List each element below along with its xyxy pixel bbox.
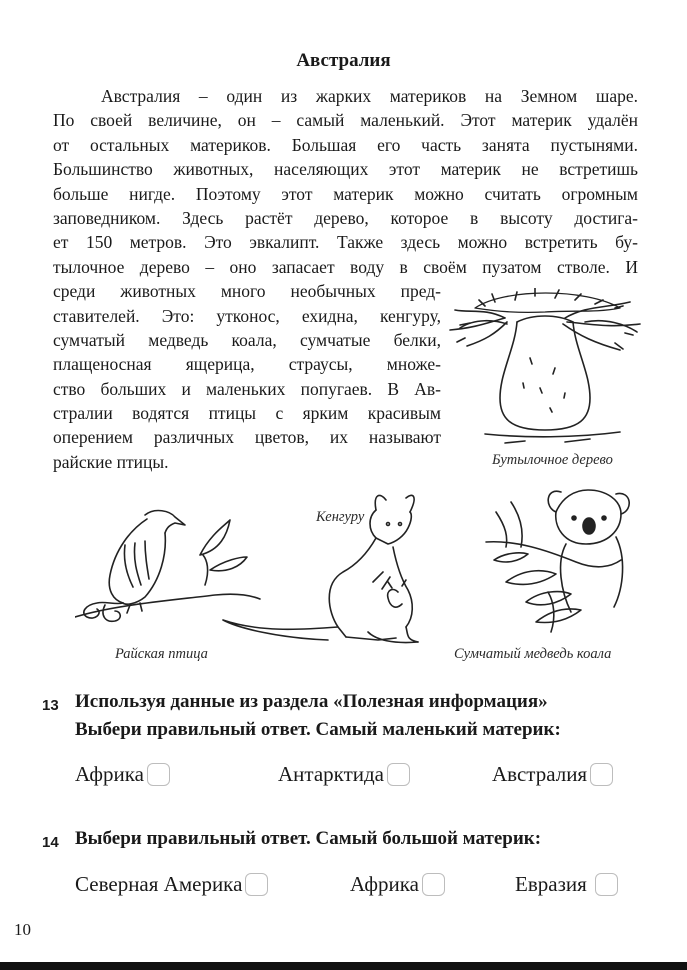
question-13-text-line-1: Используя данные из раздела «Полезная информация»: [75, 691, 548, 712]
q14-option-africa[interactable]: [350, 872, 445, 897]
paragraph-line: райские птицы.: [53, 451, 169, 472]
option-label: Евразия: [515, 872, 587, 896]
q13-option-australia[interactable]: [492, 762, 613, 787]
bottle-tree-illustration: [445, 288, 645, 453]
checkbox[interactable]: [590, 763, 613, 786]
q13-option-antarctica[interactable]: [278, 762, 410, 787]
paragraph-line: оперением различных цветов, их называют: [53, 427, 441, 448]
paragraph-line: Австралия – один из жарких материков на Земном шаре.: [101, 86, 638, 106]
q14-option-north-america[interactable]: [75, 872, 268, 897]
option-label: Африка: [75, 762, 144, 786]
q13-option-africa[interactable]: [75, 762, 170, 787]
koala-illustration: [466, 482, 646, 640]
option-label: Африка: [350, 872, 419, 896]
paragraph-line: ет 150 метров. Это эвкалипт. Также здесь можно встретить бу-: [53, 232, 638, 253]
bottle-tree-caption: Бутылочное дерево: [492, 452, 613, 468]
checkbox[interactable]: [245, 873, 268, 896]
koala-caption: Сумчатый медведь коала: [454, 646, 612, 662]
option-label: Северная Америка: [75, 872, 243, 896]
page-title: Австралия: [296, 50, 391, 71]
paragraph-line: тылочное дерево – оно запасает воду в своём пузатом стволе. И: [53, 256, 638, 277]
bird-caption: Райская птица: [115, 646, 208, 662]
question-13-number: 13: [42, 697, 59, 714]
paragraph-line: ство больших и маленьких попугаев. В Ав-: [53, 378, 441, 399]
checkbox[interactable]: [422, 873, 445, 896]
checkbox[interactable]: [147, 763, 170, 786]
paragraph-line: плащеносная ящерица, страусы, множе-: [53, 354, 441, 375]
page-number: 10: [14, 920, 31, 939]
kangaroo-caption: Кенгуру: [316, 509, 365, 525]
q14-option-eurasia[interactable]: [515, 872, 618, 897]
paragraph-line: от остальных материков. Большая его часть занята пустынями.: [53, 134, 638, 155]
paragraph-line: стралии водятся птицы с ярким красивым: [53, 403, 441, 424]
question-14-number: 14: [42, 834, 59, 851]
bottom-border: [0, 962, 687, 970]
question-13-text-line-2: Выбери правильный ответ. Самый маленький материк:: [75, 719, 561, 740]
paragraph-line: ставителей. Это: утконос, ехидна, кенгуру,: [53, 305, 441, 326]
option-label: Австралия: [492, 762, 588, 786]
paragraph-line: По своей величине, он – самый маленький. Этот материк удалён: [53, 110, 638, 131]
paragraph-line: больше нигде. Поэтому этот материк можно считать огромным: [53, 183, 638, 204]
question-14-text-line-1: Выбери правильный ответ. Самый большой материк:: [75, 828, 542, 849]
checkbox[interactable]: [595, 873, 618, 896]
paragraph-line: сумчатый медведь коала, сумчатые белки,: [53, 329, 441, 350]
paragraph-line: заповедником. Здесь растёт дерево, которое в высоту достига-: [53, 207, 638, 228]
option-label: Антарктида: [278, 762, 385, 786]
paragraph-line: среди животных много необычных пред-: [53, 281, 441, 302]
paragraph-line: Большинство животных, населяющих этот материк не встретишь: [53, 159, 638, 180]
checkbox[interactable]: [387, 763, 410, 786]
